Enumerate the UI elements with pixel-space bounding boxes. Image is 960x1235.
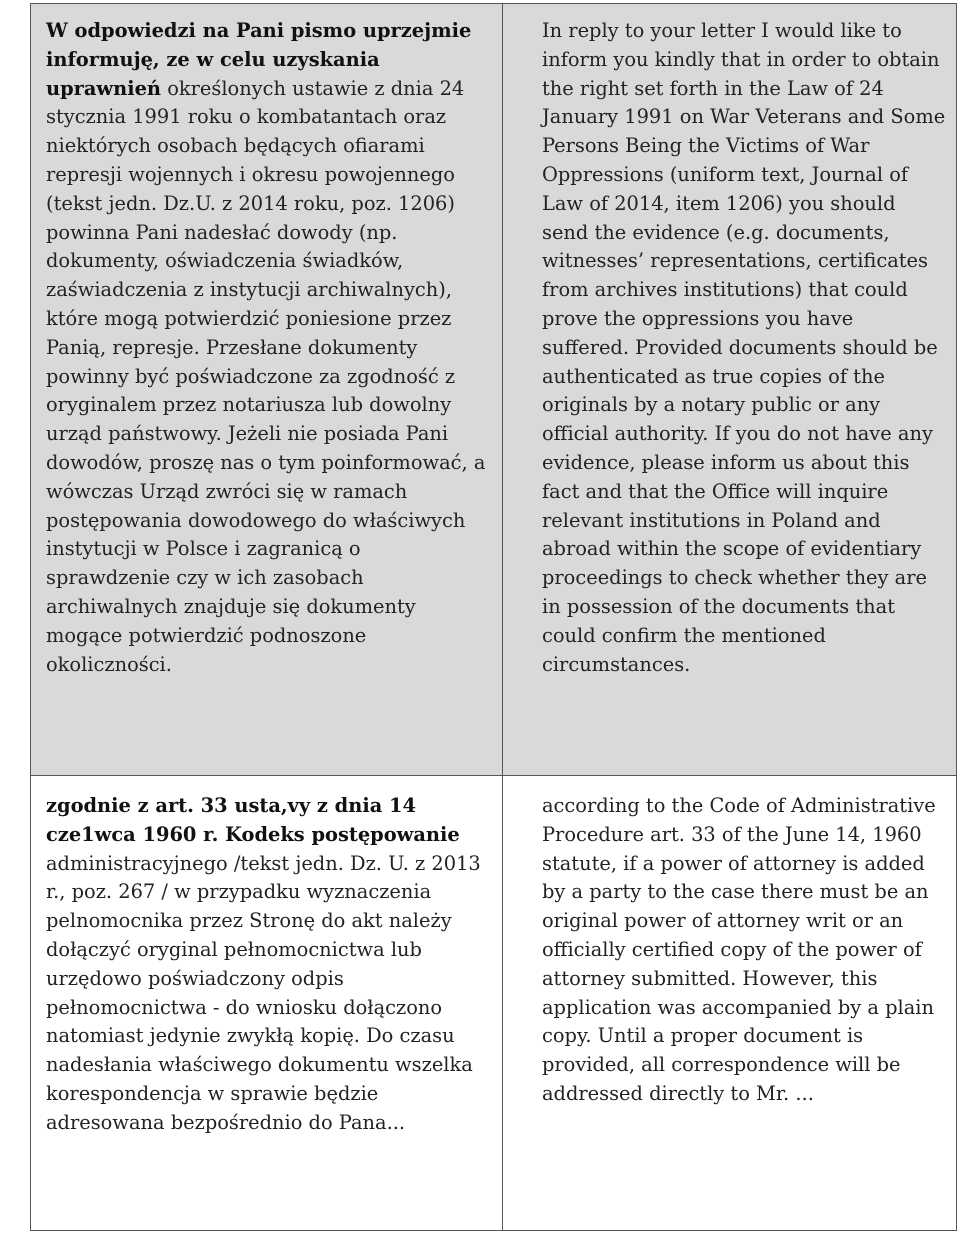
english-paragraph-top: In reply to your letter I would like to inform you kindly that in order to obtain the right set forth in the Law of 24 January 1991 on War Veterans and Some Persons Being the Victims of War Oppressions (uniform text, Journal of Law of 2014, item 1206) you should send the evidence (e.g. documents, witnesses’ representations, certificates from archives institutions) that could prove the oppressions you have suffered. Provided documents should be authenticated as true copies of the originals by a notary public or any official authority. If you do not have any evidence, please inform us about this fact and that the Office will inquire relevant institutions in Poland and abroad within the scope of evidentiary proceedings to check whether they are in possession of the documents that could confirm the mentioned circumstances. <box>503 4 957 776</box>
english-paragraph-bottom: according to the Code of Administrative Procedure art. 33 of the June 14, 1960 statute, if a power of attorney is added by a party to the case there must be an original power of attorney writ or an officially certified copy of the power of attorney submitted. However, this application was accompanied by a plain copy. Until a proper document is provided, all correspondence will be addressed directly to Mr. ... <box>503 776 957 1231</box>
polish-paragraph-top <box>31 4 503 776</box>
polish-paragraph-bottom <box>31 776 503 1231</box>
polish-body-top: określonych ustawie z dnia 24 stycznia 1991 roku o kombatantach oraz niektórych osobach będących ofiarami represji wojennych i okresu powojennego (tekst jedn. Dz.U. z 2014 roku, poz. 1206) powinna Pani nadesłać dowody (np. dokumenty, oświadczenia świadków, zaświadczenia z instytucji archiwalnych), które mogą potwierdzić poniesione przez Panią, represje. Przesłane dokumenty powinny być poświadczone za zgodność z oryginalem przez notariusza lub dowolny urząd państwowy. Jeżeli nie posiada Pani dowodów, proszę nas o tym poinformować, a wówczas Urząd zwróci się w ramach postępowania dowodowego do właściwych instytucji w Polsce i zagranicą o sprawdzenie czy w ich zasobach archiwalnych znajduje się dokumenty mogące potwierdzić podnoszone okoliczności. <box>46 76 486 676</box>
translation-table <box>30 3 957 1231</box>
table-row <box>31 776 957 1231</box>
table-row <box>31 4 957 776</box>
polish-bold-lead-top: W odpowiedzi na Pani pismo uprzejmie informuję, ze w celu uzyskania uprawnień <box>46 19 472 100</box>
polish-bold-lead-bottom: zgodnie z art. 33 usta,vy z dnia 14 cze1wca 1960 r. Kodeks postępowanie <box>46 794 460 846</box>
polish-body-bottom: administracyjnego /tekst jedn. Dz. U. z 2013 r., poz. 267 / w przypadku wyznaczenia pelnomocnika przez Stronę do akt należy dołączyć oryginal pełnomocnictwa lub urzędowo poświadczony odpis pełnomocnictwa - do wniosku dołączono natomiast jedynie zwykłą kopię. Do czasu nadesłania właściwego dokumentu wszelka korespondencja w sprawie będzie adresowana bezpośrednio do Pana... <box>46 851 481 1134</box>
